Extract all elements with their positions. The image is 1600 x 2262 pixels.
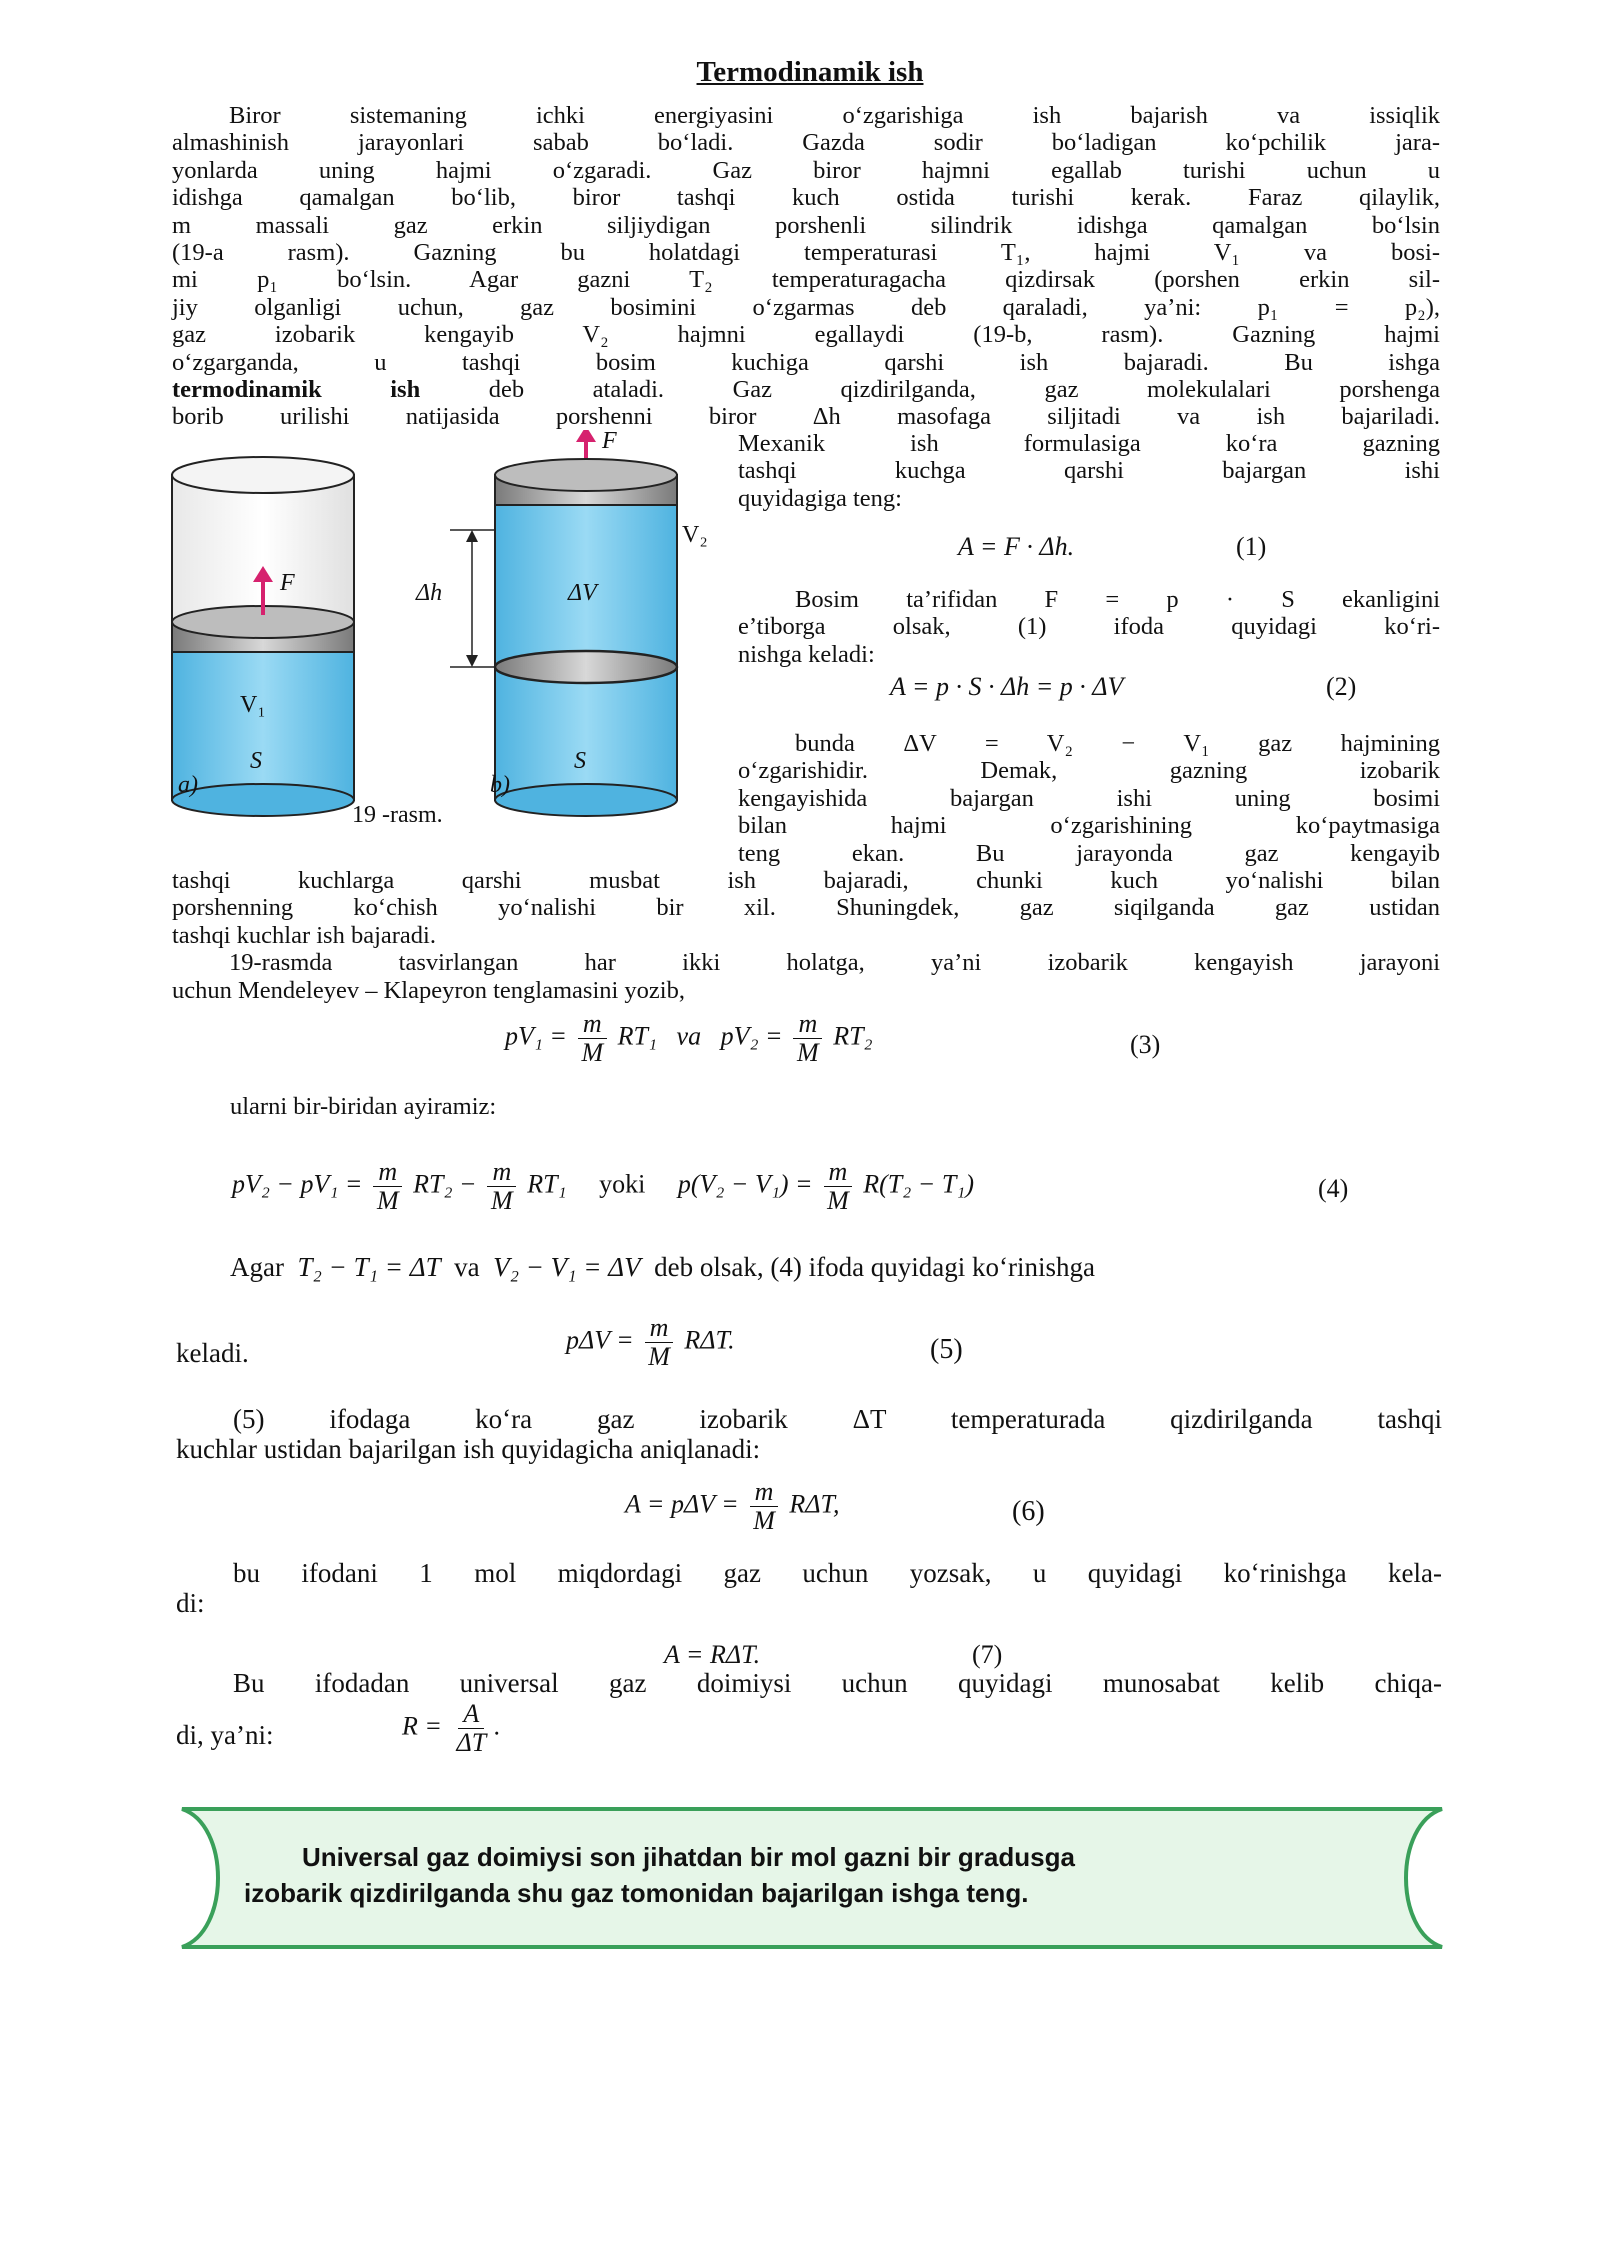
text-line: m massali gaz erkin siljiydigan porshenli silindrik idishga qamalgan bo‘lsin [172,211,1440,239]
cylinders-diagram [160,430,720,850]
figure-label-a: a) [178,772,198,798]
text-line: Bu ifodadan universal gaz doimiysi uchun quyidagi munosabat kelib chiqa- [233,1668,1442,1698]
text-line: bilan hajmi o‘zgarishining ko‘paytmasiga [738,812,1440,840]
text-line: e’tiborga olsak, (1) ifoda quyidagi ko‘ri- [738,613,1440,641]
text-line: bu ifodani 1 mol miqdordagi gaz uchun yozsak, u quyidagi ko‘rinishga kela- [233,1558,1442,1588]
intro-paragraph [172,102,1440,431]
fraction: $\frac{m}{M}$ [372,1158,404,1215]
right-column-2 [738,586,1440,668]
text-line: quyidagiga teng: [738,484,902,512]
figure-19 [160,430,720,850]
cylinder-a [172,457,354,816]
delta-v-label: ΔV [568,580,597,606]
page-title: Termodinamik ish [696,56,924,88]
text-line: Mexanik ish formulasiga ko‘ra gazning [738,430,1440,457]
equation-4: pV₂ − pV₁ = $\frac{m}{M}$ RT₂ − $\frac{m}{M}$ RT₁ yoki p(V₂ − V₁) = $\frac{m}{M}$ R(T₂ − T₁) [232,1157,975,1215]
text-line: nishga keladi: [738,640,875,668]
text-line: (5) ifodaga ko‘ra gaz izobarik ΔT temperaturada qizdirilganda tashqi [233,1404,1442,1434]
text-line: gaz izobarik kengayib V₂ hajmni egallaydi (19-b, rasm). Gazning hajmi [172,321,1440,349]
equation-2-number: (2) [1326,672,1357,701]
equation-7: A = RΔT. [664,1640,761,1669]
fraction: $\frac{m}{M}$ [576,1010,608,1067]
text-line: jiy olganligi uchun, gaz bosimini o‘zgarmas deb qaraladi, ya’ni: p₁ = p₂), [172,293,1440,321]
equation-6: A = pΔV = $\frac{m}{M}$ RΔT, [625,1477,840,1535]
text-ayiramiz: ularni bir-biridan ayiramiz: [230,1093,497,1120]
text-line: tashqi kuchga qarshi bajargan ishi [738,457,1440,485]
figure-label-b: b) [490,772,510,798]
force-label-a: F [280,570,295,596]
equation-2: A = p · S · Δh = p · ΔV [890,672,1124,701]
callout-line: izobarik qizdirilganda shu gaz tomonidan bajarilgan ishga teng. [244,1878,1029,1908]
fraction: $\frac{m}{M}$ [643,1314,675,1371]
equation-5: pΔV = $\frac{m}{M}$ RΔT. [566,1313,735,1371]
text-line: 19-rasmda tasvirlangan har ikki holatga, ya’ni izobarik kengayish jarayoni [229,949,1440,977]
callout-text [244,1839,1394,1911]
fraction: $\frac{m}{M}$ [792,1010,824,1067]
equation-1: A = F · Δh. [958,532,1075,561]
bold-term: termodinamik ish [172,376,421,404]
equation-8: R = $\frac{A}{\Delta T}$ . [402,1699,501,1757]
text-line: di, ya’ni: [176,1720,274,1750]
right-column-3 [738,730,1440,867]
text-line: idishga qamalgan bo‘lib, biror tashqi kuch ostida turishi kerak. Faraz qilaylik, [172,184,1440,212]
text-line: borib urilishi natijasida porshenni biror Δh masofaga siljitadi va ish bajariladi. [172,403,1440,431]
text-line: Bosim ta’rifidan F = p · S ekanligini [795,586,1440,613]
equation-4-number: (4) [1318,1174,1349,1203]
continuation-paragraph [172,867,1440,1004]
right-column-1 [738,430,1440,512]
text-line: almashinish jarayonlari sabab bo‘ladi. Gazda sodir bo‘ladigan ko‘pchilik jara- [172,129,1440,157]
force-label-b: F [602,428,617,454]
text-line: uchun Mendeleyev – Klapeyron tenglamasini yozib, [172,976,685,1004]
volume-v1-label: V₁ [240,692,266,718]
paragraph-7 [176,1668,1442,1698]
fraction: $\frac{A}{\Delta T}$ [456,1699,487,1757]
cylinder-b [450,430,677,816]
text-line: tashqi kuchlar ish bajaradi. [172,921,436,949]
agar-line: Agar T₂ − T₁ = ΔT va V₂ − V₁ = ΔV deb olsak, (4) ifoda quyidagi ko‘rinishga [230,1252,1096,1282]
volume-v2-label: V₂ [682,522,708,548]
text-keladi: keladi. [176,1338,249,1368]
figure-caption: 19 -rasm. [352,802,443,828]
text-line: (19-a rasm). Gazning bu holatdagi temperaturasi T₁, hajmi V₁ va bosi- [172,239,1440,267]
fraction: $\frac{m}{M}$ [486,1158,518,1215]
equation-7-number: (7) [972,1640,1003,1669]
paragraph-5 [176,1404,1442,1464]
text-line: o‘zgarishidir. Demak, gazning izobarik [738,757,1440,785]
text-line: o‘zgarganda, u tashqi bosim kuchiga qarshi ish bajaradi. Bu ishga [172,348,1440,376]
text-line: yonlarda uning hajmi o‘zgaradi. Gaz biror hajmni egallab turishi uchun u [172,156,1440,184]
text-line: tashqi kuchlarga qarshi musbat ish bajaradi, chunki kuch yo‘nalishi bilan [172,867,1440,894]
delta-h-label: Δh [416,580,443,606]
text-line: Biror sistemaning ichki energiyasini o‘zgarishiga ish bajarish va issiqlik [229,102,1440,129]
paragraph-6 [176,1558,1442,1618]
text-line: porshenning ko‘chish yo‘nalishi bir xil. Shuningdek, gaz siqilganda gaz ustidan [172,894,1440,922]
text-line: kuchlar ustidan bajarilgan ish quyidagicha aniqlanadi: [176,1434,761,1464]
text-line: teng ekan. Bu jarayonda gaz kengayib [738,839,1440,867]
equation-3: pV₁ = $\frac{m}{M}$ RT₁ va pV₂ = $\frac{m}{M}$ RT₂ [505,1009,873,1067]
text-line: mi p₁ bo‘lsin. Agar gazni T₂ temperaturagacha qizdirsak (porshen erkin sil- [172,266,1440,294]
fraction: $\frac{m}{M}$ [822,1158,854,1215]
equation-5-number: (5) [930,1334,963,1365]
fraction: $\frac{m}{M}$ [748,1478,780,1535]
equation-3-number: (3) [1130,1030,1161,1059]
equation-1-number: (1) [1236,532,1267,561]
area-s-label-b: S [574,748,586,774]
callout-line: Universal gaz doimiysi son jihatdan bir mol gazni bir gradusga [302,1842,1075,1872]
text-line: di: [176,1588,205,1618]
text-line: bunda ΔV = V₂ − V₁ gaz hajmining [795,730,1440,757]
equation-6-number: (6) [1012,1496,1045,1527]
definition-callout [176,1803,1448,1953]
text-line: kengayishida bajargan ishi uning bosimi [738,784,1440,812]
area-s-label-a: S [250,748,262,774]
text-line: termodinamik ish deb ataladi. Gaz qizdirilganda, gaz molekulalari porshenga [172,376,1441,404]
